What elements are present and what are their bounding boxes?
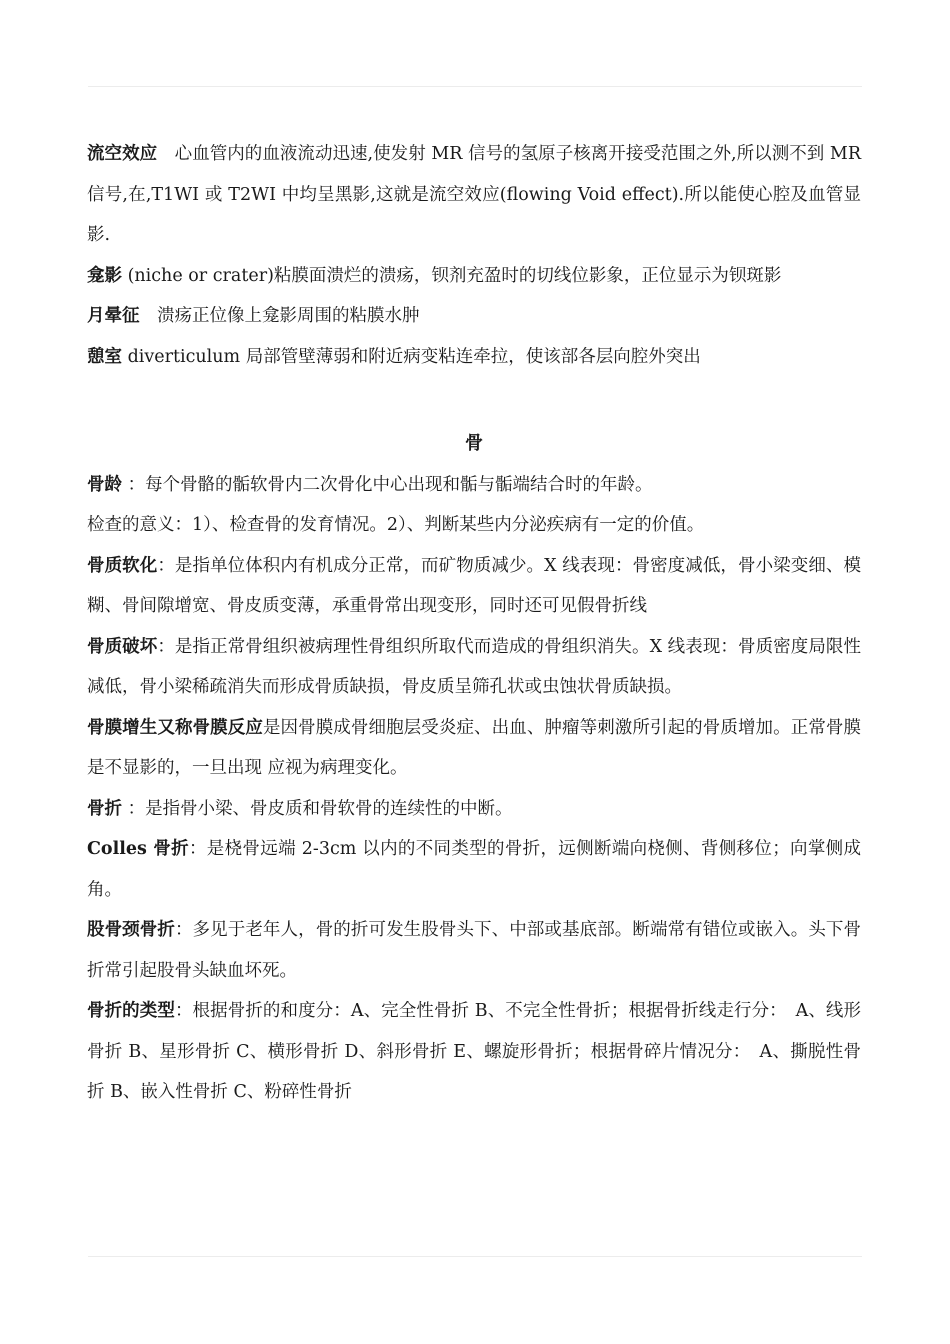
bone-age-significance: [87, 505, 861, 546]
definition-text: 是因骨膜成骨细胞层受炎症、出血、肿瘤等刺激所引起的骨质增加。正常骨膜是不显影的，一旦出现 应视为病理变化。: [87, 717, 862, 778]
term-label: 骨质软化: [87, 555, 158, 576]
term-label: Colles 骨折: [87, 839, 189, 859]
definition-flow-void: [87, 134, 861, 256]
term-label: 骨膜增生又称骨膜反应: [87, 717, 263, 738]
definition-text: 心血管内的血液流动迅速,使发射 MR 信号的氢原子核离开接受范围之外,所以测不到 MR 信号,在,T1WI 或 T2WI 中均呈黑影,这就是流空效应(flowing Void effect).所以能使心腔及血管显影.: [87, 144, 861, 245]
footer-rule: [88, 1256, 862, 1257]
header-rule: [88, 86, 862, 87]
term-label: 流空效应: [87, 144, 158, 164]
definition-niche: [87, 256, 861, 297]
definition-text: ：是桡骨远端 2-3cm 以内的不同类型的骨折，远侧断端向桡侧、背侧移位；向掌侧成角。: [87, 839, 861, 900]
definition-femoral-neck-fracture: [87, 910, 861, 991]
definition-text: (niche or crater)粘膜面溃烂的溃疡，钡剂充盈时的切线位影象，正位显示为钡斑影: [122, 265, 782, 286]
term-label: 骨折: [87, 798, 122, 819]
definition-halo-sign: [87, 296, 861, 337]
definition-periosteal-reaction: [87, 708, 861, 789]
document-body: [87, 134, 861, 1113]
term-label: 憩室: [87, 346, 122, 367]
term-label: 股骨颈骨折: [87, 920, 175, 940]
term-label: 骨龄: [87, 474, 122, 495]
definition-text: 溃疡正位像上龛影周围的粘膜水肿: [139, 306, 420, 326]
definition-text: ：是指骨小梁、骨皮质和骨软骨的连续性的中断。: [122, 798, 513, 819]
definition-bone-destruction: [87, 627, 861, 708]
term-label: 骨质破坏: [87, 636, 158, 657]
definition-fracture: [87, 789, 861, 830]
section-title: 骨: [465, 433, 483, 454]
definition-text: diverticulum 局部管壁薄弱和附近病变粘连牵拉，使该部各层向腔外突出: [122, 346, 701, 367]
definition-text: ：每个骨骼的骺软骨内二次骨化中心出现和骺与骺端结合时的年龄。: [122, 474, 653, 495]
definition-text: 检查的意义：1）、检查骨的发育情况。2）、判断某些内分泌疾病有一定的价值。: [87, 515, 705, 535]
definition-osteomalacia: [87, 546, 861, 627]
definition-text: ：是指单位体积内有机成分正常，而矿物质减少。X 线表现：骨密度减低，骨小梁变细、模糊、骨间隙增宽、骨皮质变薄，承重骨常出现变形，同时还可见假骨折线: [87, 555, 861, 616]
definition-bone-age: [87, 465, 861, 506]
definition-text: ：多见于老年人，骨的折可发生股骨头下、中部或基底部。断端常有错位或嵌入。头下骨折常引起股骨头缺血坏死。: [87, 920, 862, 981]
term-label: 龛影: [87, 265, 122, 286]
term-label: 骨折的类型: [87, 1001, 175, 1021]
term-label: 月晕征: [87, 306, 140, 326]
definition-fracture-types: [87, 991, 861, 1113]
definition-diverticulum: [87, 337, 861, 378]
definition-colles-fracture: [87, 829, 861, 910]
definition-text: ：根据骨折的和度分：A、完全性骨折 B、不完全性骨折；根据骨折线走行分： A、线形骨折 B、星形骨折 C、横形骨折 D、斜形骨折 E、螺旋形骨折；根据骨碎片情况分： A、撕脱性骨折 B、嵌入性骨折 C、粉碎性骨折: [87, 1001, 861, 1102]
definition-text: ：是指正常骨组织被病理性骨组织所取代而造成的骨组织消失。X 线表现：骨质密度局限性减低，骨小梁稀疏消失而形成骨质缺损，骨皮质呈筛孔状或虫蚀状骨质缺损。: [87, 636, 861, 697]
